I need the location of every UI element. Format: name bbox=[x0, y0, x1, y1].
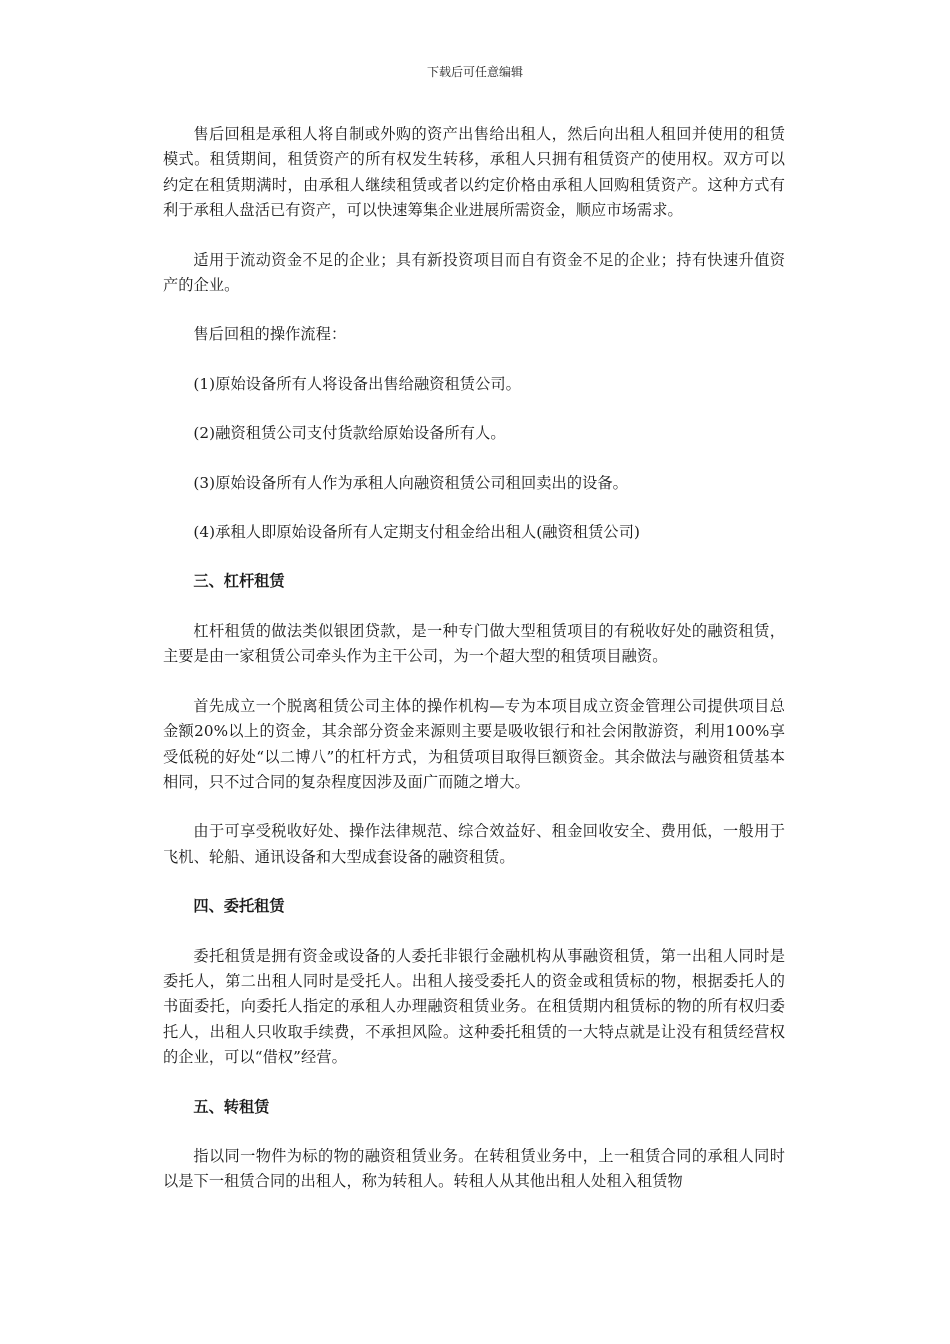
paragraph-leveraged-lease-definition: 杠杆租赁的做法类似银团贷款，是一种专门做大型租赁项目的有税收好处的融资租赁，主要是由一家租赁公司牵头作为主干公司，为一个超大型的租赁项目融资。 bbox=[163, 621, 785, 666]
section-heading-leveraged-lease: 三、杠杆租赁 bbox=[193, 572, 285, 591]
paragraph-leaseback-definition: 售后回租是承租人将自制或外购的资产出售给出租人，然后向出租人租回并使用的租赁模式。租赁期间，租赁资产的所有权发生转移，承租人只拥有租赁资产的使用权。双方可以约定在租赁期满时，由承租人继续租赁或者以约定价格由承租人回购租赁资产。这种方式有利于承租人盘活已有资产，可以快速筹集企业进展所需资金，顺应市场需求。 bbox=[163, 125, 785, 220]
paragraph-leveraged-lease-structure: 首先成立一个脱离租赁公司主体的操作机构—专为本项目成立资金管理公司提供项目总金额20%以上的资金，其余部分资金来源则主要是吸收银行和社会闲散游资，利用100%享受低税的好处“以二博八”的杠杆方式，为租赁项目取得巨额资金。其余做法与融资租赁基本相同，只不过合同的复杂程度因涉及面广而随之增大。 bbox=[163, 696, 785, 791]
paragraph-leaseback-applicability: 适用于流动资金不足的企业；具有新投资项目而自有资金不足的企业；持有快速升值资产的企业。 bbox=[163, 250, 785, 295]
paragraph-leaseback-process-title: 售后回租的操作流程： bbox=[193, 325, 347, 344]
paragraph-entrusted-lease-definition: 委托租赁是拥有资金或设备的人委托非银行金融机构从事融资租赁，第一出租人同时是委托人，第二出租人同时是受托人。出租人接受委托人的资金或租赁标的物，根据委托人的书面委托，向委托人指定的承租人办理融资租赁业务。在租赁期内租赁标的物的所有权归委托人，出租人只收取手续费，不承担风险。这种委托租赁的一大特点就是让没有租赁经营权的企业，可以“借权”经营。 bbox=[163, 946, 785, 1067]
paragraph-process-step-1: (1)原始设备所有人将设备出售给融资租赁公司。 bbox=[193, 374, 521, 393]
paragraph-leveraged-lease-usage: 由于可享受税收好处、操作法律规范、综合效益好、租金回收安全、费用低，一般用于飞机、轮船、通讯设备和大型成套设备的融资租赁。 bbox=[163, 822, 785, 866]
section-heading-sublease: 五、转租赁 bbox=[193, 1097, 270, 1116]
section-heading-entrusted-lease: 四、委托租赁 bbox=[193, 897, 285, 916]
page-header: 下载后可任意编辑 bbox=[426, 65, 523, 79]
paragraph-process-step-2: (2)融资租赁公司支付货款给原始设备所有人。 bbox=[193, 424, 506, 443]
document-body bbox=[163, 122, 785, 1219]
paragraph-sublease-definition: 指以同一物件为标的物的融资租赁业务。在转租赁业务中，上一租赁合同的承租人同时以是下一租赁合同的出租人，称为转租人。转租人从其他出租人处租入租赁物 bbox=[163, 1146, 785, 1191]
paragraph-process-step-3: (3)原始设备所有人作为承租人向融资租赁公司租回卖出的设备。 bbox=[193, 473, 628, 492]
paragraph-process-step-4: (4)承租人即原始设备所有人定期支付租金给出租人(融资租赁公司) bbox=[193, 523, 641, 542]
